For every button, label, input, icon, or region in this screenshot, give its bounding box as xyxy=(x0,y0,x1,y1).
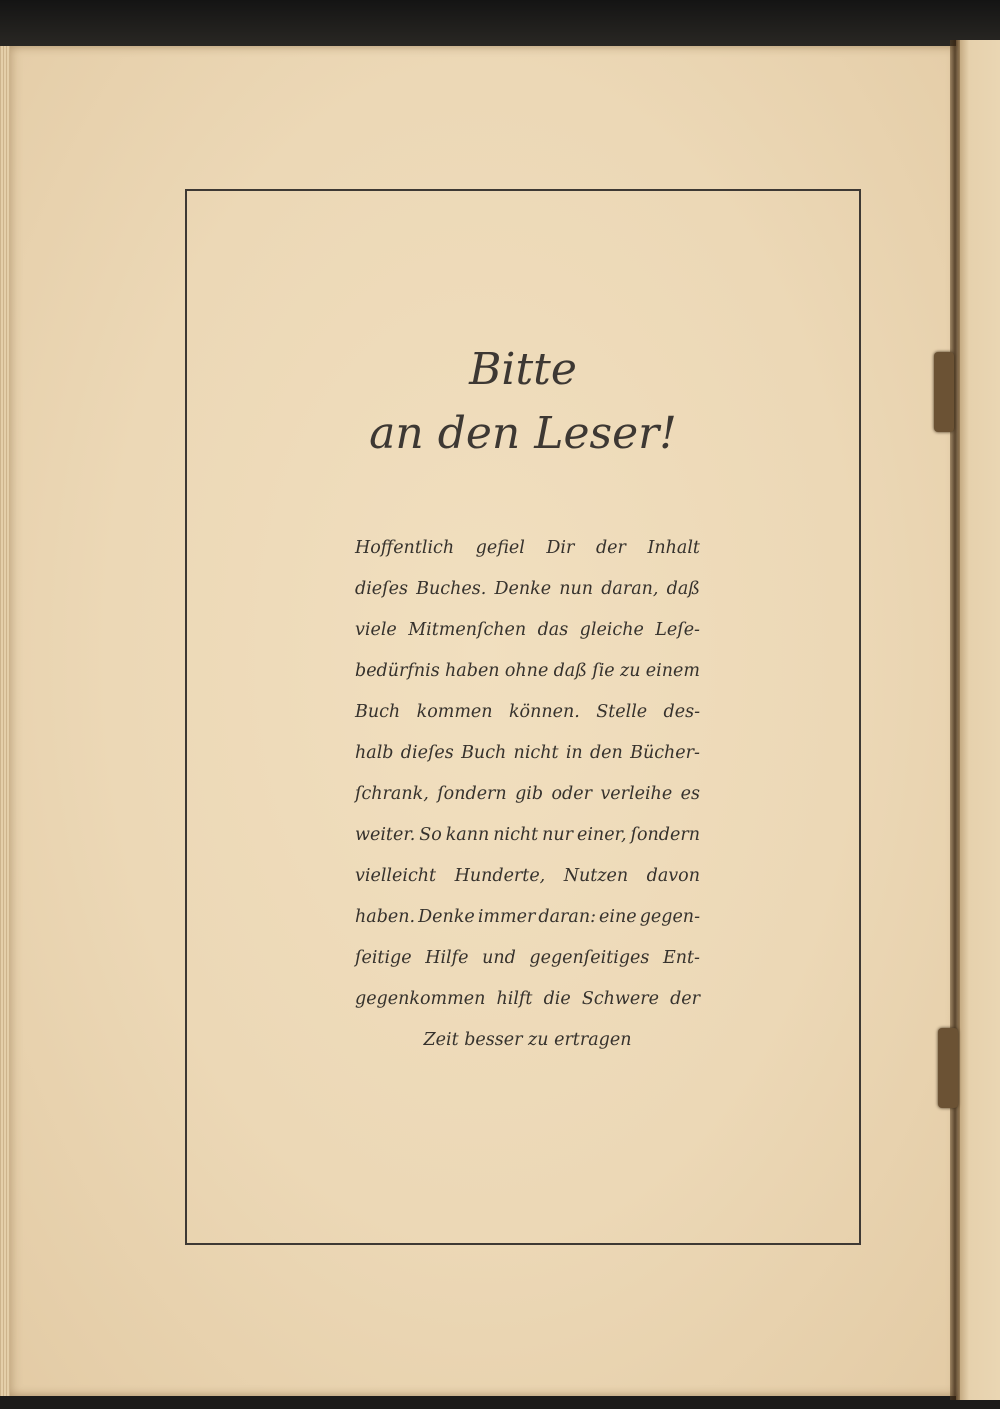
next-page-edge xyxy=(956,40,1000,1400)
title-line-1: Bitte xyxy=(469,344,577,395)
body-line-3: viele Mitmenſchen das gleiche Leſe- xyxy=(355,620,700,640)
binding-thread-top xyxy=(934,352,954,432)
title-line-2: an den Leser! xyxy=(369,408,677,459)
body-line-5: Buch kommen können. Stelle des- xyxy=(355,702,700,722)
page-stack-edge xyxy=(0,46,10,1396)
page-title xyxy=(185,338,861,466)
body-paragraph xyxy=(355,528,700,1061)
body-line-8: weiter. So kann nicht nur einer, ſondern xyxy=(355,825,700,845)
body-line-9: vielleicht Hunderte, Nutzen davon xyxy=(355,866,700,886)
scanner-background xyxy=(0,0,1000,48)
body-line-13: Zeit besser zu ertragen xyxy=(423,1030,632,1050)
body-line-12: gegenkommen hilft die Schwere der xyxy=(355,989,700,1009)
body-line-1: Hoffentlich gefiel Dir der Inhalt xyxy=(355,538,700,558)
body-line-2: dieſes Buches. Denke nun daran, daß xyxy=(355,579,700,599)
body-line-10: haben. Denke immer daran: eine gegen- xyxy=(355,907,700,927)
body-line-11: ſeitige Hilfe und gegenſeitiges Ent- xyxy=(355,948,700,968)
book-gutter xyxy=(950,40,960,1400)
body-line-7: ſchrank, ſondern gib oder verleihe es xyxy=(355,784,700,804)
binding-thread-bottom xyxy=(938,1028,958,1108)
body-line-4: bedürfnis haben ohne daß ſie zu einem xyxy=(355,661,700,681)
body-line-6: halb dieſes Buch nicht in den Bücher- xyxy=(355,743,700,763)
